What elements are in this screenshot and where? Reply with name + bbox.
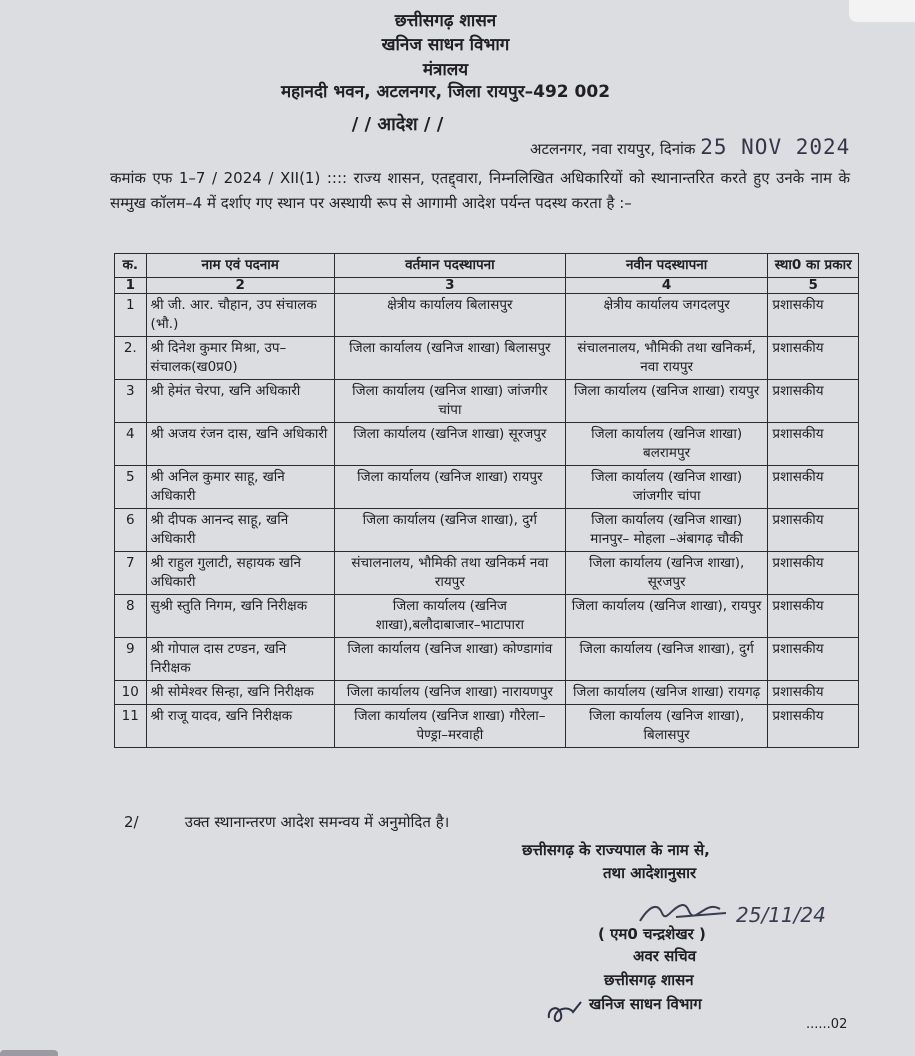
row-sn: 6 [115,509,147,552]
header-type: स्था0 का प्रकार [768,254,859,278]
row-name: श्री राहुल गुलाटी, सहायक खनि अधिकारी [146,552,334,595]
row-new-posting: संचालनालय, भौमिकी तथा खनिकर्म, नवा रायपुर [565,337,768,380]
row-current-posting: जिला कार्यालय (खनिज शाखा) नारायणपुर [334,681,565,705]
row-type: प्रशासकीय [768,681,859,705]
date-stamp: 25 NOV 2024 [700,135,851,159]
header-sn: क. [115,254,147,278]
row-current-posting: क्षेत्रीय कार्यालय बिलासपुर [334,294,565,337]
header-new: नवीन पदस्थापना [565,254,768,278]
row-type: प्रशासकीय [768,337,859,380]
header-department: खनिज साधन विभाग [381,35,510,55]
authority-line: छत्तीसगढ़ के राज्यपाल के नाम से, [522,841,710,859]
row-type: प्रशासकीय [768,552,859,595]
window-bottom-tab [0,1050,58,1056]
page-continuation: ......02 [806,1017,848,1032]
signatory-name: ( एम0 चन्द्रशेखर ) [598,925,706,943]
row-name: श्री सोमेश्वर सिन्हा, खनि निरीक्षक [146,681,334,705]
row-new-posting: जिला कार्यालय (खनिज शाखा), सूरजपुर [565,552,768,595]
row-sn: 7 [115,552,147,595]
table-row [115,380,859,423]
signatory-government: छत्तीसगढ़ शासन [604,971,694,989]
signed-date: 25/11/24 [736,903,826,927]
place-date [530,135,850,159]
row-name: श्री गोपाल दास टण्डन, खनि निरीक्षक [146,638,334,681]
approval-paragraph [124,812,449,832]
order-paragraph: कमांक एफ 1–7 / 2024 / XII(1) :::: राज्य शासन, एतद्द्वारा, निम्नलिखित अधिकारियों को स्थानान्तरित करते हुए उनके नाम के सम्मुख कॉलम–4 में दर्शाए गए स्थान पर अस्थायी रूप से आगामी आदेश पर्यन्त पदस्थ करता है :– [110,169,850,212]
column-number-row [115,278,859,294]
signatory-designation: अवर सचिव [633,947,697,965]
row-sn: 9 [115,638,147,681]
row-sn: 3 [115,380,147,423]
row-sn: 8 [115,595,147,638]
table-row [115,552,859,595]
paragraph-number: 2/ [124,813,139,831]
col-number: 4 [565,278,768,294]
row-name: सुश्री स्तुति निगम, खनि निरीक्षक [146,595,334,638]
row-new-posting: जिला कार्यालय (खनिज शाखा), रायपुर [565,595,768,638]
row-current-posting: जिला कार्यालय (खनिज शाखा) बिलासपुर [334,337,565,380]
header-ministry: मंत्रालय [422,60,469,80]
row-sn: 11 [115,705,147,748]
row-type: प्रशासकीय [768,638,859,681]
order-title: / / आदेश / / [351,114,444,135]
row-sn: 2. [115,337,147,380]
row-new-posting: जिला कार्यालय (खनिज शाखा) मानपुर– मोहला –अंबागढ़ चौकी [565,509,768,552]
row-name: श्री जी. आर. चौहान, उप संचालक (भौ.) [146,294,334,337]
row-current-posting: जिला कार्यालय (खनिज शाखा) कोण्डागांव [334,638,565,681]
approval-text: उक्त स्थानान्तरण आदेश समन्वय में अनुमोदित है। [184,813,450,831]
initial-mark-icon [543,996,585,1028]
row-new-posting: क्षेत्रीय कार्यालय जगदलपुर [565,294,768,337]
row-name: श्री राजू यादव, खनि निरीक्षक [146,705,334,748]
table-row [115,466,859,509]
table-header-row [115,254,859,278]
row-name: श्री हेमंत चेरपा, खनि अधिकारी [146,380,334,423]
transfer-table [114,253,859,748]
col-number: 5 [768,278,859,294]
table-row [115,423,859,466]
row-type: प्रशासकीय [768,423,859,466]
col-number: 2 [146,278,334,294]
row-name: श्री अजय रंजन दास, खनि अधिकारी [146,423,334,466]
header-address: महानदी भवन, अटलनगर, जिला रायपुर–492 002 [280,82,611,102]
row-type: प्रशासकीय [768,294,859,337]
col-number: 1 [115,278,147,294]
row-type: प्रशासकीय [768,380,859,423]
table-row [115,681,859,705]
place-date-text: अटलनगर, नवा रायपुर, दिनांक [530,140,696,158]
row-new-posting: जिला कार्यालय (खनिज शाखा) जांजगीर चांपा [565,466,768,509]
row-current-posting: जिला कार्यालय (खनिज शाखा) रायपुर [334,466,565,509]
row-current-posting: जिला कार्यालय (खनिज शाखा) सूरजपुर [334,423,565,466]
row-current-posting: संचालनालय, भौमिकी तथा खनिकर्म नवा रायपुर [334,552,565,595]
row-sn: 5 [115,466,147,509]
table-row [115,509,859,552]
signatory-department: खनिज साधन विभाग [589,995,702,1013]
row-name: श्री दिनेश कुमार मिश्रा, उप–संचालक(ख0प्र0) [146,337,334,380]
row-new-posting: जिला कार्यालय (खनिज शाखा), बिलासपुर [565,705,768,748]
row-type: प्रशासकीय [768,466,859,509]
table-row [115,595,859,638]
order-line: तथा आदेशानुसार [603,864,697,882]
table-row [115,705,859,748]
row-new-posting: जिला कार्यालय (खनिज शाखा) रायगढ़ [565,681,768,705]
row-new-posting: जिला कार्यालय (खनिज शाखा) रायपुर [565,380,768,423]
table-row [115,294,859,337]
header-current: वर्तमान पदस्थापना [334,254,565,278]
row-type: प्रशासकीय [768,705,859,748]
row-current-posting: जिला कार्यालय (खनिज शाखा) गौरेला–पेण्ड्रा–मरवाही [334,705,565,748]
row-current-posting: जिला कार्यालय (खनिज शाखा),बलौदाबाजार–भाटापारा [334,595,565,638]
table-row [115,337,859,380]
row-new-posting: जिला कार्यालय (खनिज शाखा), दुर्ग [565,638,768,681]
row-name: श्री दीपक आनन्द साहू, खनि अधिकारी [146,509,334,552]
col-number: 3 [334,278,565,294]
header-name: नाम एवं पदनाम [146,254,334,278]
header-government: छत्तीसगढ़ शासन [394,11,497,31]
row-type: प्रशासकीय [768,595,859,638]
row-current-posting: जिला कार्यालय (खनिज शाखा) जांजगीर चांपा [334,380,565,423]
row-sn: 10 [115,681,147,705]
row-sn: 4 [115,423,147,466]
row-new-posting: जिला कार्यालय (खनिज शाखा) बलरामपुर [565,423,768,466]
row-type: प्रशासकीय [768,509,859,552]
table-row [115,638,859,681]
row-current-posting: जिला कार्यालय (खनिज शाखा), दुर्ग [334,509,565,552]
row-sn: 1 [115,294,147,337]
row-name: श्री अनिल कुमार साहू, खनि अधिकारी [146,466,334,509]
